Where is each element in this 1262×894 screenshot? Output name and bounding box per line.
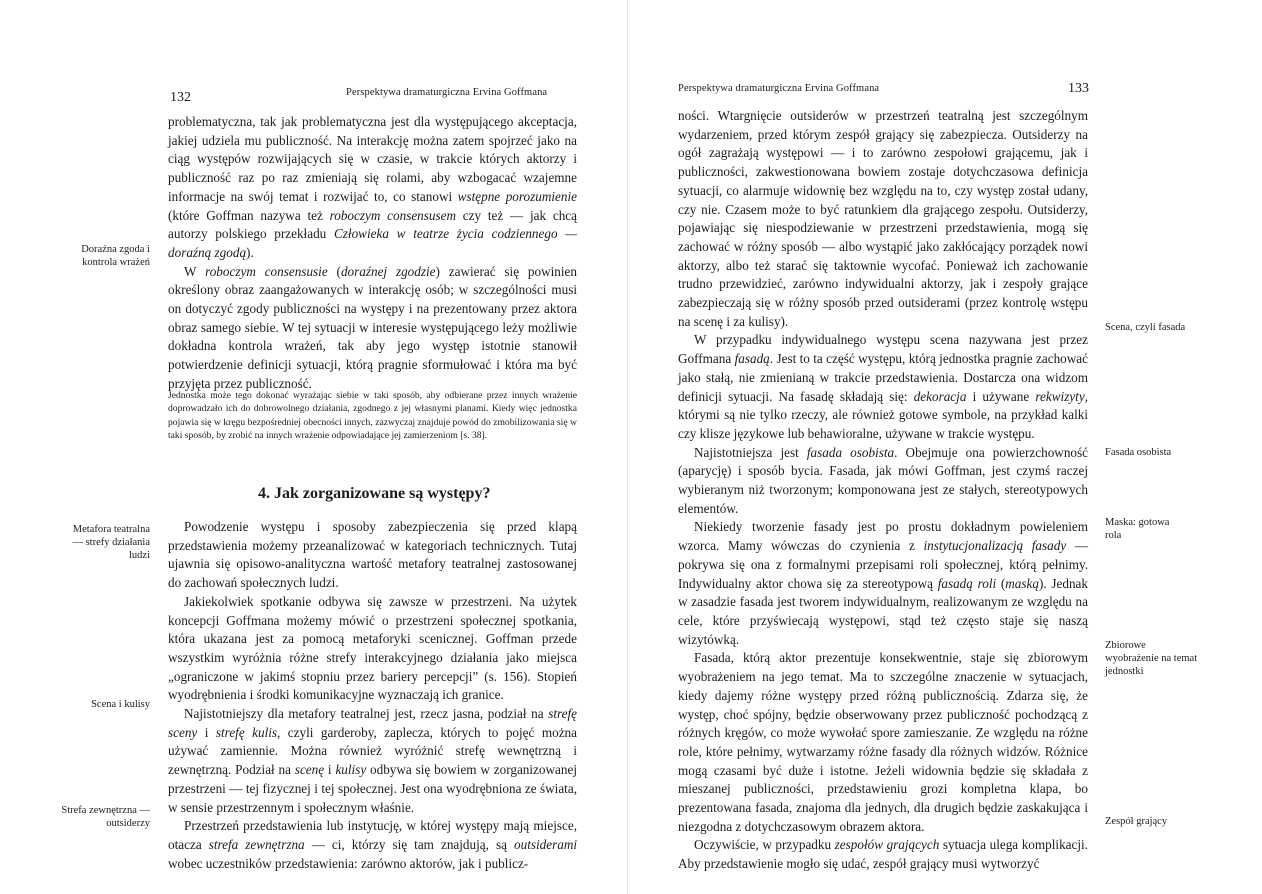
margin-note-scena-fasada: Scena, czyli fasada <box>1105 322 1186 333</box>
right-page <box>631 0 1262 894</box>
margin-note-zespol-grajacy: Zespół grający <box>1105 816 1168 827</box>
paragraph: W przypadku indywidualnego występu scena nazywana jest przez Goffmana fasadą. Jest to ta część występu, którą jednostka pragnie zachować jako stałą, nie zmienianą w trakcie przedstawienia. Dostarcza ona widzom definicji sytuacji. Na fasadę składają się: dekoracja i używane rekwizyty, którymi są nie tylko rzeczy, ale również gotowe symbole, na przykład kalki czy klisze językowe lub behawioralne, używane w trakcie występu. <box>678 332 1088 441</box>
paragraph: problematyczna, tak jak problematyczna jest dla występującego akceptacja, jakiej udziela mu publiczność. Na interakcję można zatem spojrzeć jako na ciąg występów rozwijających się w czasie, w trakcie których aktorzy i publiczność raz po raz zmieniają się rolami, aby wzbogacać wzajemne informacje na swój temat i rozwijać to, co stanowi wstępne porozumienie (które Goffman nazywa też roboczym consensusem czy też — jak chcą autorzy polskiego przekładu Człowieka w teatrze życia codziennego — doraźną zgodą). <box>168 114 578 260</box>
margin-note-metafora: Metafora teatralna — strefy działania ludzi <box>72 524 150 561</box>
body-block-1 <box>168 113 577 394</box>
margin-note-strefa-zewnetrzna: Strefa zewnętrzna — outsiderzy <box>61 805 150 829</box>
page-number: 132 <box>170 90 191 105</box>
body-block-2 <box>168 518 577 873</box>
paragraph: Fasada, którą aktor prezentuje konsekwentnie, staje się zbiorowym wyobrażeniem na jego temat. Ma to szczególne znaczenie w sytuacjach, kiedy dajemy różne występy przed różną publicznością. Zdarza się, że występ, choć spójny, będzie obserwowany przez publiczność pochodzącą z różnych kręgów, co może wywołać spore zamieszanie. Ze względu na różne role, które pełnimy, wytwarzamy różne fasady dla różnych widzów. Różnice mogą czasami być duże i istotne. Jeżeli widownia będzie się składała z mieszanej publiczności, przedstawieniu grozi kompletna klapa, bo prezentowana fasada, znajoma dla jednych, dla drugich będzie zaskakująca i niezgodna z dotychczasowym obrazem aktora. <box>678 650 1088 834</box>
page-number: 133 <box>1068 81 1089 96</box>
margin-note-dorazna-zgoda: Doraźna zgoda i kontrola wrażeń <box>81 244 150 268</box>
section-heading: 4. Jak zorganizowane są występy? <box>258 485 491 502</box>
paragraph: W roboczym consensusie (doraźnej zgodzie) zawierać się powinien określony obraz zaangażowanych w interakcję osób; w szczególności musi on dotyczyć zgody publiczności na występy i na prezentowany przez aktora obraz samego siebie. W tej sytuacji w interesie występującego leży możliwie dokładna kontrola wrażeń, tak aby jego występ istotnie stanowił potwierdzenie definicji sytuacji, którą pragnie sformułować i która ma być przyjęta przez publiczność. <box>168 263 577 391</box>
paragraph: Przestrzeń przedstawienia lub instytucję, w której występy mają miejsce, otacza strefa zewnętrzna — ci, którzy się tam znajdują, są outsiderami wobec uczestników przedstawienia: zarówno aktorów, jak i publicz- <box>168 818 578 871</box>
block-quote: Jednostka może tego dokonać wyrażając siebie w taki sposób, aby odbierane przez innych wrażenie doprowadzało ich do dobrowolnego działania, zgodnego z jej własnymi planami. Kiedy więc jednostka pojawia się w kręgu bezpośredniej obecności innych, zazwyczaj znajduje powód do zmobilizowania się w taki sposób, by zrobić na innych wrażenie odpowiadające jej zamierzeniom [s. 38]. <box>168 390 577 442</box>
running-head: Perspektywa dramaturgiczna Ervina Goffmana <box>346 87 548 98</box>
paragraph: Niekiedy tworzenie fasady jest po prostu dokładnym powieleniem wzorca. Mamy wówczas do czynienia z instytucjonalizacją fasady — pokrywa się ona z formalnymi przepisami roli społecznej, którą pełnimy. Indywidualny aktor chowa się za stereotypową fasadą roli (maską). Jednak w zasadzie fasada jest tworem indywidualnym, realizowanym ze względu na cele, które przyświecają występowi, stąd też często staje się naszą wizytówką. <box>678 519 1089 647</box>
paragraph: Najistotniejszy dla metafory teatralnej jest, rzecz jasna, podział na strefę sceny i strefę kulis, czyli garderoby, zaplecza, których to pojęć można używać zamiennie. Można również wyróżnić strefę wewnętrzną i zewnętrzną. Podział na scenę i kulisy odbywa się bowiem w zorganizowanej przestrzeni — tej fizycznej i tej społecznej. Jest ona wyodrębniona ze świata, w sensie przestrzennym i społecznym właśnie. <box>168 706 577 815</box>
margin-note-maska: Maska: gotowa rola <box>1105 517 1170 541</box>
margin-note-scena-i-kulisy: Scena i kulisy <box>91 699 150 710</box>
body-block <box>678 107 1088 874</box>
paragraph: ności. Wtargnięcie outsiderów w przestrzeń teatralną jest szczególnym wydarzeniem, przed którym zespół grający się zabezpiecza. Outsiderzy na ogół zagrażają występowi — i to zarówno zespołowi grającemu, jak i publiczności, zakwestionowana bowiem zostaje dotychczasowa definicja sytuacji, co alarmuje widownię bez względu na to, czy występ został udany, czy nie. Czasem może to być ratunkiem dla grającego zespołu. Outsiderzy, pojawiając się niespodziewanie w przestrzeni przedstawienia, mogą się zachować w różny sposób — albo wystąpić jako zakłócający porządek nowi aktorzy, albo też starać się taktownie wycofać. Ponieważ ich zachowanie trudno przewidzieć, zarówno indywidualni aktorzy, jak i zespoły grające zabezpieczają się w różny sposób przed outsiderami (przez kontrolę wstępu na scenę i za kulisy). <box>678 108 1088 329</box>
paragraph: Oczywiście, w przypadku zespołów grających sytuacja ulega komplikacji. Aby przedstawienie mogło się udać, zespół grający musi wytworzyć <box>678 837 1089 872</box>
paragraph: Powodzenie występu i sposoby zabezpieczenia się przed klapą przedstawienia możemy przeanalizować w kategoriach technicznych. Tutaj ujawnia się opisowo-analityczna wartość metafory teatralnej zastosowanej do zachowań społecznych ludzi. <box>168 519 577 591</box>
running-head: Perspektywa dramaturgiczna Ervina Goffmana <box>678 83 880 94</box>
paragraph: Jakiekolwiek spotkanie odbywa się zawsze w przestrzeni. Na użytek koncepcji Goffmana możemy mówić o przestrzeni społecznej spotkania, która ukazana jest za pomocą metaforyki scenicznej. Goffman przede wszystkim wyróżnia różne strefy interakcyjnego działania jako miejsca „ograniczone w jakimś stopniu przez bariery percepcji” (s. 156). Stopień wyodrębnienia i środki komunikacyjne wyznaczają ich granice. <box>168 593 577 703</box>
paragraph: Najistotniejsza jest fasada osobista. Obejmuje ona powierzchowność (aparycję) i sposób bycia. Fasada, jak mówi Goffman, jest czymś raczej wybieranym niż tworzonym; komponowana jest ze stałych, stereotypowych elementów. <box>678 444 1088 516</box>
margin-note-fasada-osobista: Fasada osobista <box>1105 447 1172 458</box>
margin-note-zbiorowe: Zbiorowe wyobrażenie na temat jednostki <box>1105 640 1198 677</box>
